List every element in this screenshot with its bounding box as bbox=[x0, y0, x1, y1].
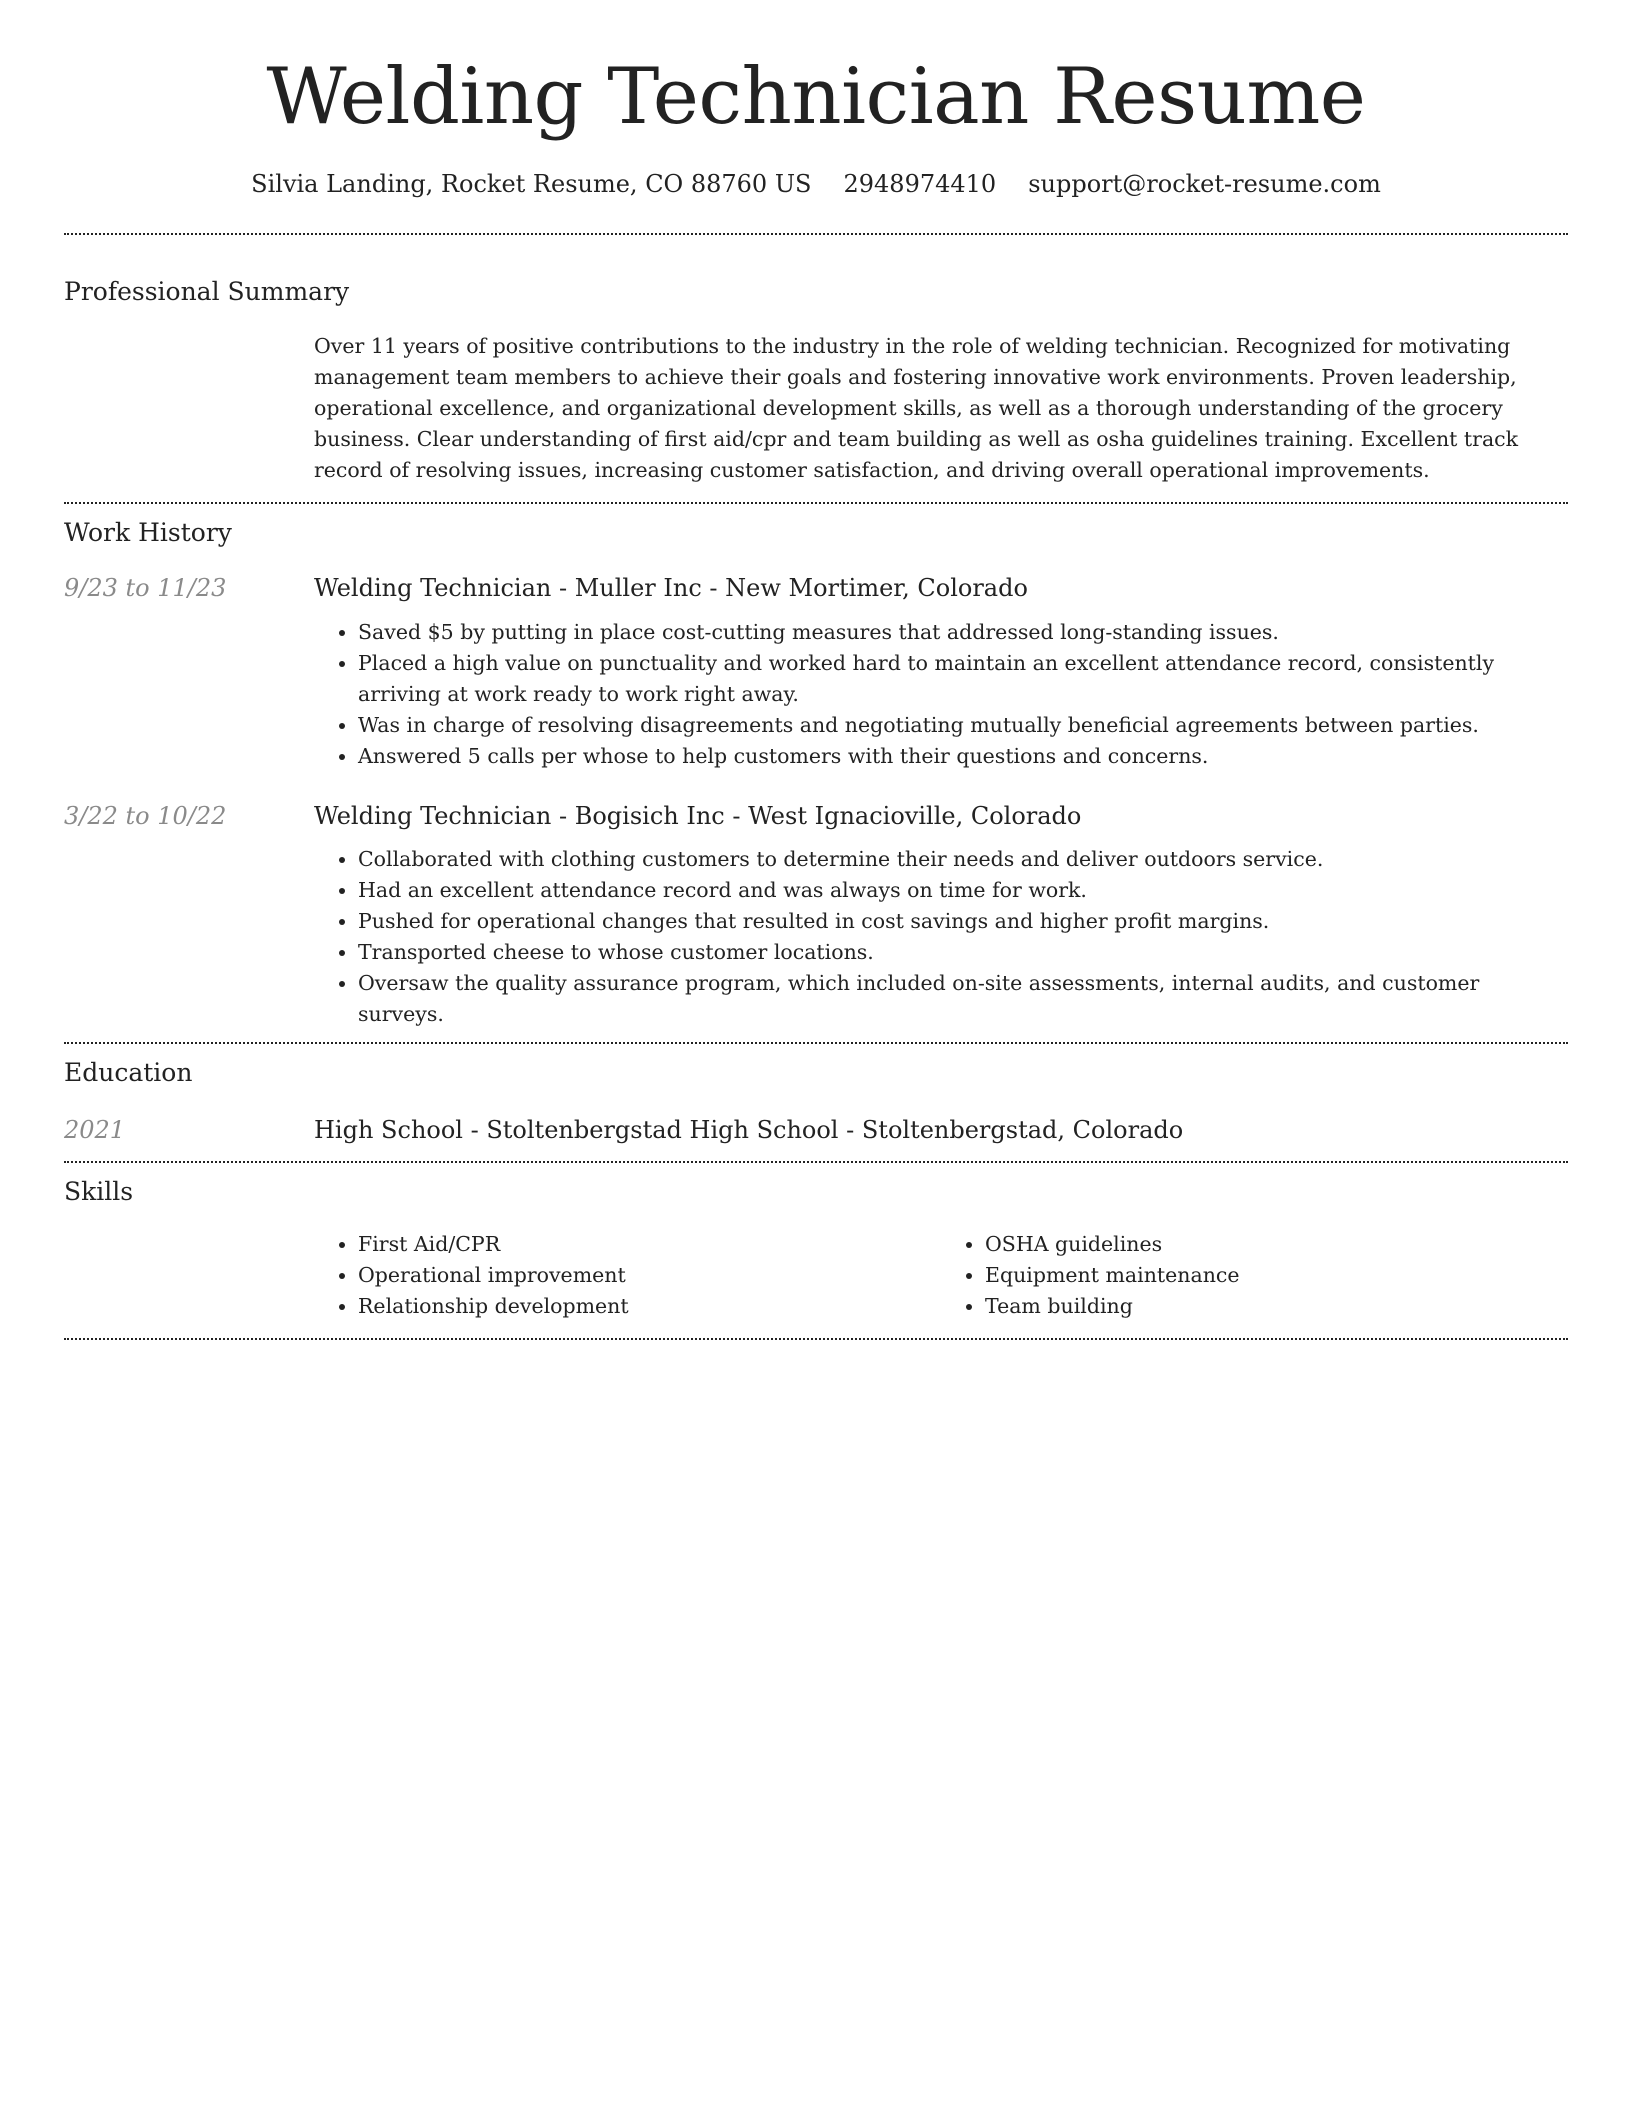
skill-item: • OSHA guidelines bbox=[985, 1229, 1568, 1260]
section-divider bbox=[64, 1338, 1568, 1340]
work-history-section bbox=[64, 504, 1568, 1043]
job-body bbox=[314, 574, 1568, 772]
job-dates: 9/23 to 11/23 bbox=[64, 573, 227, 602]
work-history-heading: Work History bbox=[64, 517, 232, 547]
summary-heading: Professional Summary bbox=[64, 276, 350, 306]
skill-item: • Operational improvement bbox=[358, 1260, 941, 1291]
job-bullets bbox=[314, 617, 1568, 772]
job-title: Welding Technician - Bogisich Inc - West Ignacioville, Colorado bbox=[314, 801, 1082, 830]
skill-item: • First Aid/CPR bbox=[358, 1229, 941, 1260]
skill-item: • Equipment maintenance bbox=[985, 1260, 1568, 1291]
summary-section bbox=[64, 235, 1568, 502]
skill-item: • Relationship development bbox=[358, 1291, 941, 1322]
job-dates: 3/22 to 10/22 bbox=[64, 801, 227, 830]
education-title: High School - Stoltenbergstad High School - Stoltenbergstad, Colorado bbox=[314, 1116, 1184, 1145]
resume-title: Welding Technician Resume bbox=[266, 52, 1366, 142]
education-entry bbox=[64, 1116, 1568, 1161]
contact-address: Silvia Landing, Rocket Resume, CO 88760 US bbox=[251, 170, 812, 198]
job-bullet: • Oversaw the quality assurance program, which included on-site assessments, internal audits, and customer surveys. bbox=[358, 968, 1568, 1030]
skills-column-left bbox=[314, 1229, 941, 1322]
skills-section bbox=[64, 1163, 1568, 1338]
education-year: 2021 bbox=[64, 1116, 126, 1145]
education-body bbox=[314, 1116, 1568, 1145]
skills-column-right bbox=[941, 1229, 1568, 1322]
job-bullet: • Placed a high value on punctuality and worked hard to maintain an excellent attendance record, consistently arriving at work ready to work right away. bbox=[358, 648, 1568, 710]
contact-line bbox=[64, 170, 1568, 199]
skills-heading: Skills bbox=[64, 1177, 134, 1207]
education-heading: Education bbox=[64, 1058, 193, 1088]
job-bullet: • Was in charge of resolving disagreements and negotiating mutually beneficial agreements between parties. bbox=[358, 710, 1568, 741]
job-bullet: • Transported cheese to whose customer locations. bbox=[358, 937, 1568, 968]
skill-item: • Team building bbox=[985, 1291, 1568, 1322]
job-bullets bbox=[314, 844, 1568, 1030]
job-bullet: • Answered 5 calls per whose to help customers with their questions and concerns. bbox=[358, 741, 1568, 772]
contact-email: support@rocket-resume.com bbox=[1028, 170, 1381, 198]
job-body bbox=[314, 802, 1568, 1031]
job-bullet: • Pushed for operational changes that resulted in cost savings and higher profit margins. bbox=[358, 906, 1568, 937]
job-bullet: • Collaborated with clothing customers to determine their needs and deliver outdoors service. bbox=[358, 844, 1568, 875]
job-entry bbox=[64, 574, 1568, 772]
skills-list bbox=[314, 1207, 1568, 1338]
education-section bbox=[64, 1044, 1568, 1161]
job-bullet: • Had an excellent attendance record and was always on time for work. bbox=[358, 875, 1568, 906]
summary-text: Over 11 years of positive contributions to the industry in the role of welding technician. Recognized for motivating management team members to achieve their goals and fostering innovative work environments. Proven leadership, operational excellence, and organizational development skills, as well as a thorough understanding of the grocery business. Clear understanding of first aid/cpr and team building as well as osha guidelines training. Excellent track record of resolving issues, increasing customer satisfaction, and driving overall operational improvements. bbox=[314, 333, 1519, 482]
resume-page bbox=[64, 0, 1568, 1340]
job-bullet: • Saved $5 by putting in place cost-cutting measures that addressed long-standing issues. bbox=[358, 617, 1568, 648]
job-entry bbox=[64, 802, 1568, 1031]
contact-phone: 2948974410 bbox=[843, 170, 997, 198]
job-title: Welding Technician - Muller Inc - New Mortimer, Colorado bbox=[314, 573, 1028, 602]
